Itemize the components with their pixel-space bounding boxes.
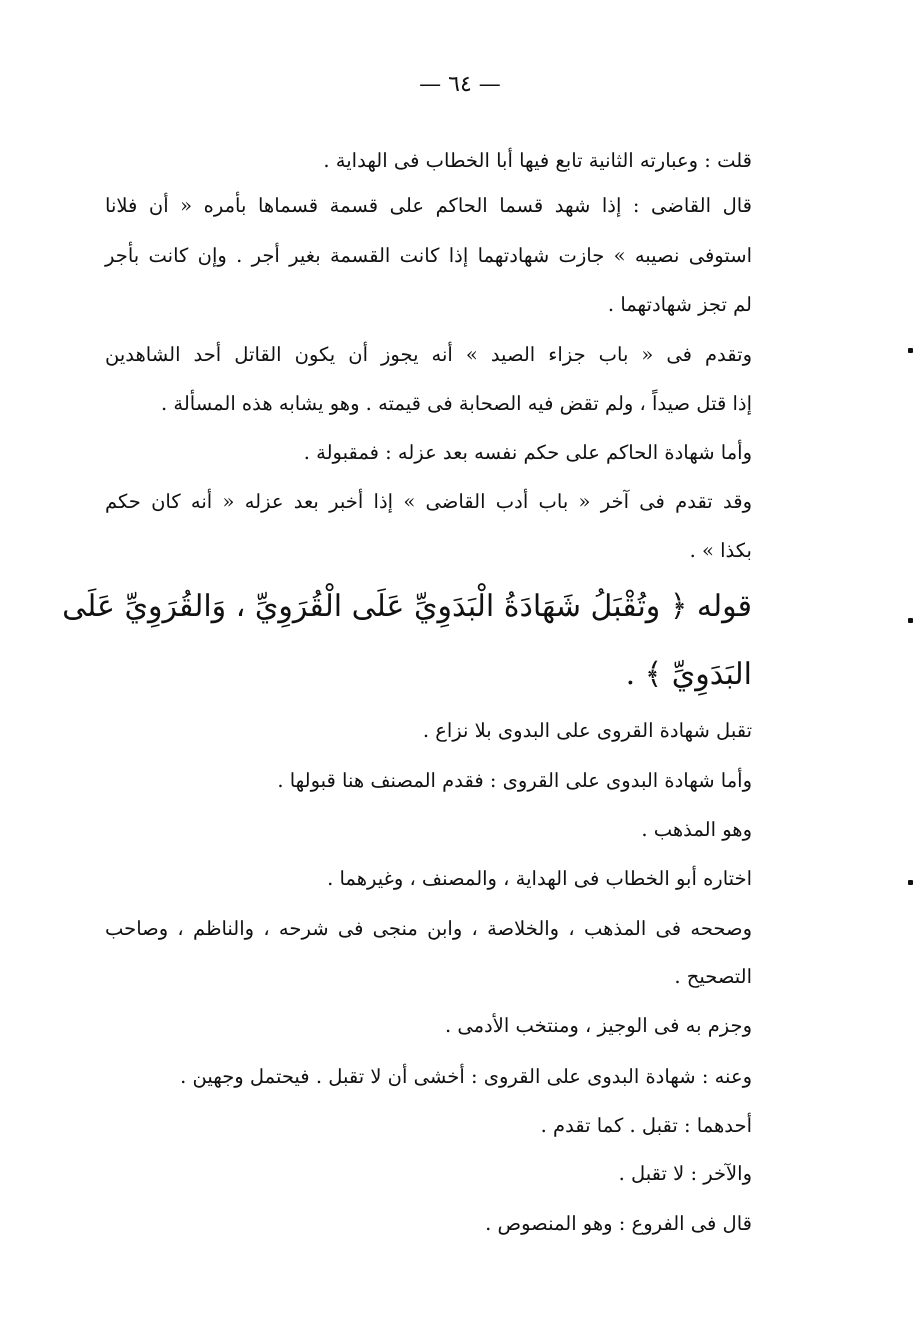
text-line: وأما شهادة البدوى على القروى : فقدم المصنف هنا قبولها .: [277, 769, 752, 792]
quoted-heading-line: قوله ﴿ وتُقْبَلُ شَهَادَةُ الْبَدَوِيِّ عَلَى الْقُرَوِيِّ ، وَالقُرَوِيِّ عَلَى: [62, 589, 752, 624]
scan-mark: [908, 880, 913, 885]
text-line: بكذا » .: [689, 539, 752, 562]
text-line: أحدهما : تقبل . كما تقدم .: [540, 1114, 752, 1137]
text-line: وجزم به فى الوجيز ، ومنتخب الأدمى .: [444, 1014, 752, 1037]
text-line: وقد تقدم فى آخر « باب أدب القاضى » إذا أخبر بعد عزله « أنه كان حكم: [105, 490, 752, 513]
quoted-heading-line: البَدَوِيِّ ﴾ .: [625, 657, 752, 692]
text-line: قلت : وعبارته الثانية تابع فيها أبا الخطاب فى الهداية .: [323, 149, 752, 172]
text-line: وعنه : شهادة البدوى على القروى : أخشى أن لا تقبل . فيحتمل وجهين .: [180, 1065, 752, 1088]
text-line: لم تجز شهادتهما .: [607, 293, 752, 316]
scan-mark: [908, 618, 913, 623]
text-line: وصححه فى المذهب ، والخلاصة ، وابن منجى فى شرحه ، والناظم ، وصاحب: [105, 917, 752, 940]
text-line: التصحيح .: [674, 965, 752, 988]
text-line: وأما شهادة الحاكم على حكم نفسه بعد عزله : فمقبولة .: [303, 441, 752, 464]
page-number: — ٦٤ —: [419, 72, 501, 97]
text-line: قال فى الفروع : وهو المنصوص .: [485, 1212, 752, 1235]
text-line: إذا قتل صيداً ، ولم تقض فيه الصحابة فى قيمته . وهو يشابه هذه المسألة .: [160, 392, 752, 415]
text-line: استوفى نصيبه » جازت شهادتهما إذا كانت القسمة بغير أجر . وإن كانت بأجر: [105, 244, 752, 267]
text-line: وهو المذهب .: [641, 818, 752, 841]
text-line: قال القاضى : إذا شهد قسما الحاكم على قسمة قسماها بأمره « أن فلانا: [105, 194, 752, 217]
text-line: والآخر : لا تقبل .: [618, 1162, 752, 1185]
text-line: وتقدم فى « باب جزاء الصيد » أنه يجوز أن يكون القاتل أحد الشاهدين: [105, 343, 752, 366]
text-line: تقبل شهادة القروى على البدوى بلا نزاع .: [422, 719, 752, 742]
text-line: اختاره أبو الخطاب فى الهداية ، والمصنف ، وغيرهما .: [327, 867, 752, 890]
scan-mark: [908, 348, 913, 353]
